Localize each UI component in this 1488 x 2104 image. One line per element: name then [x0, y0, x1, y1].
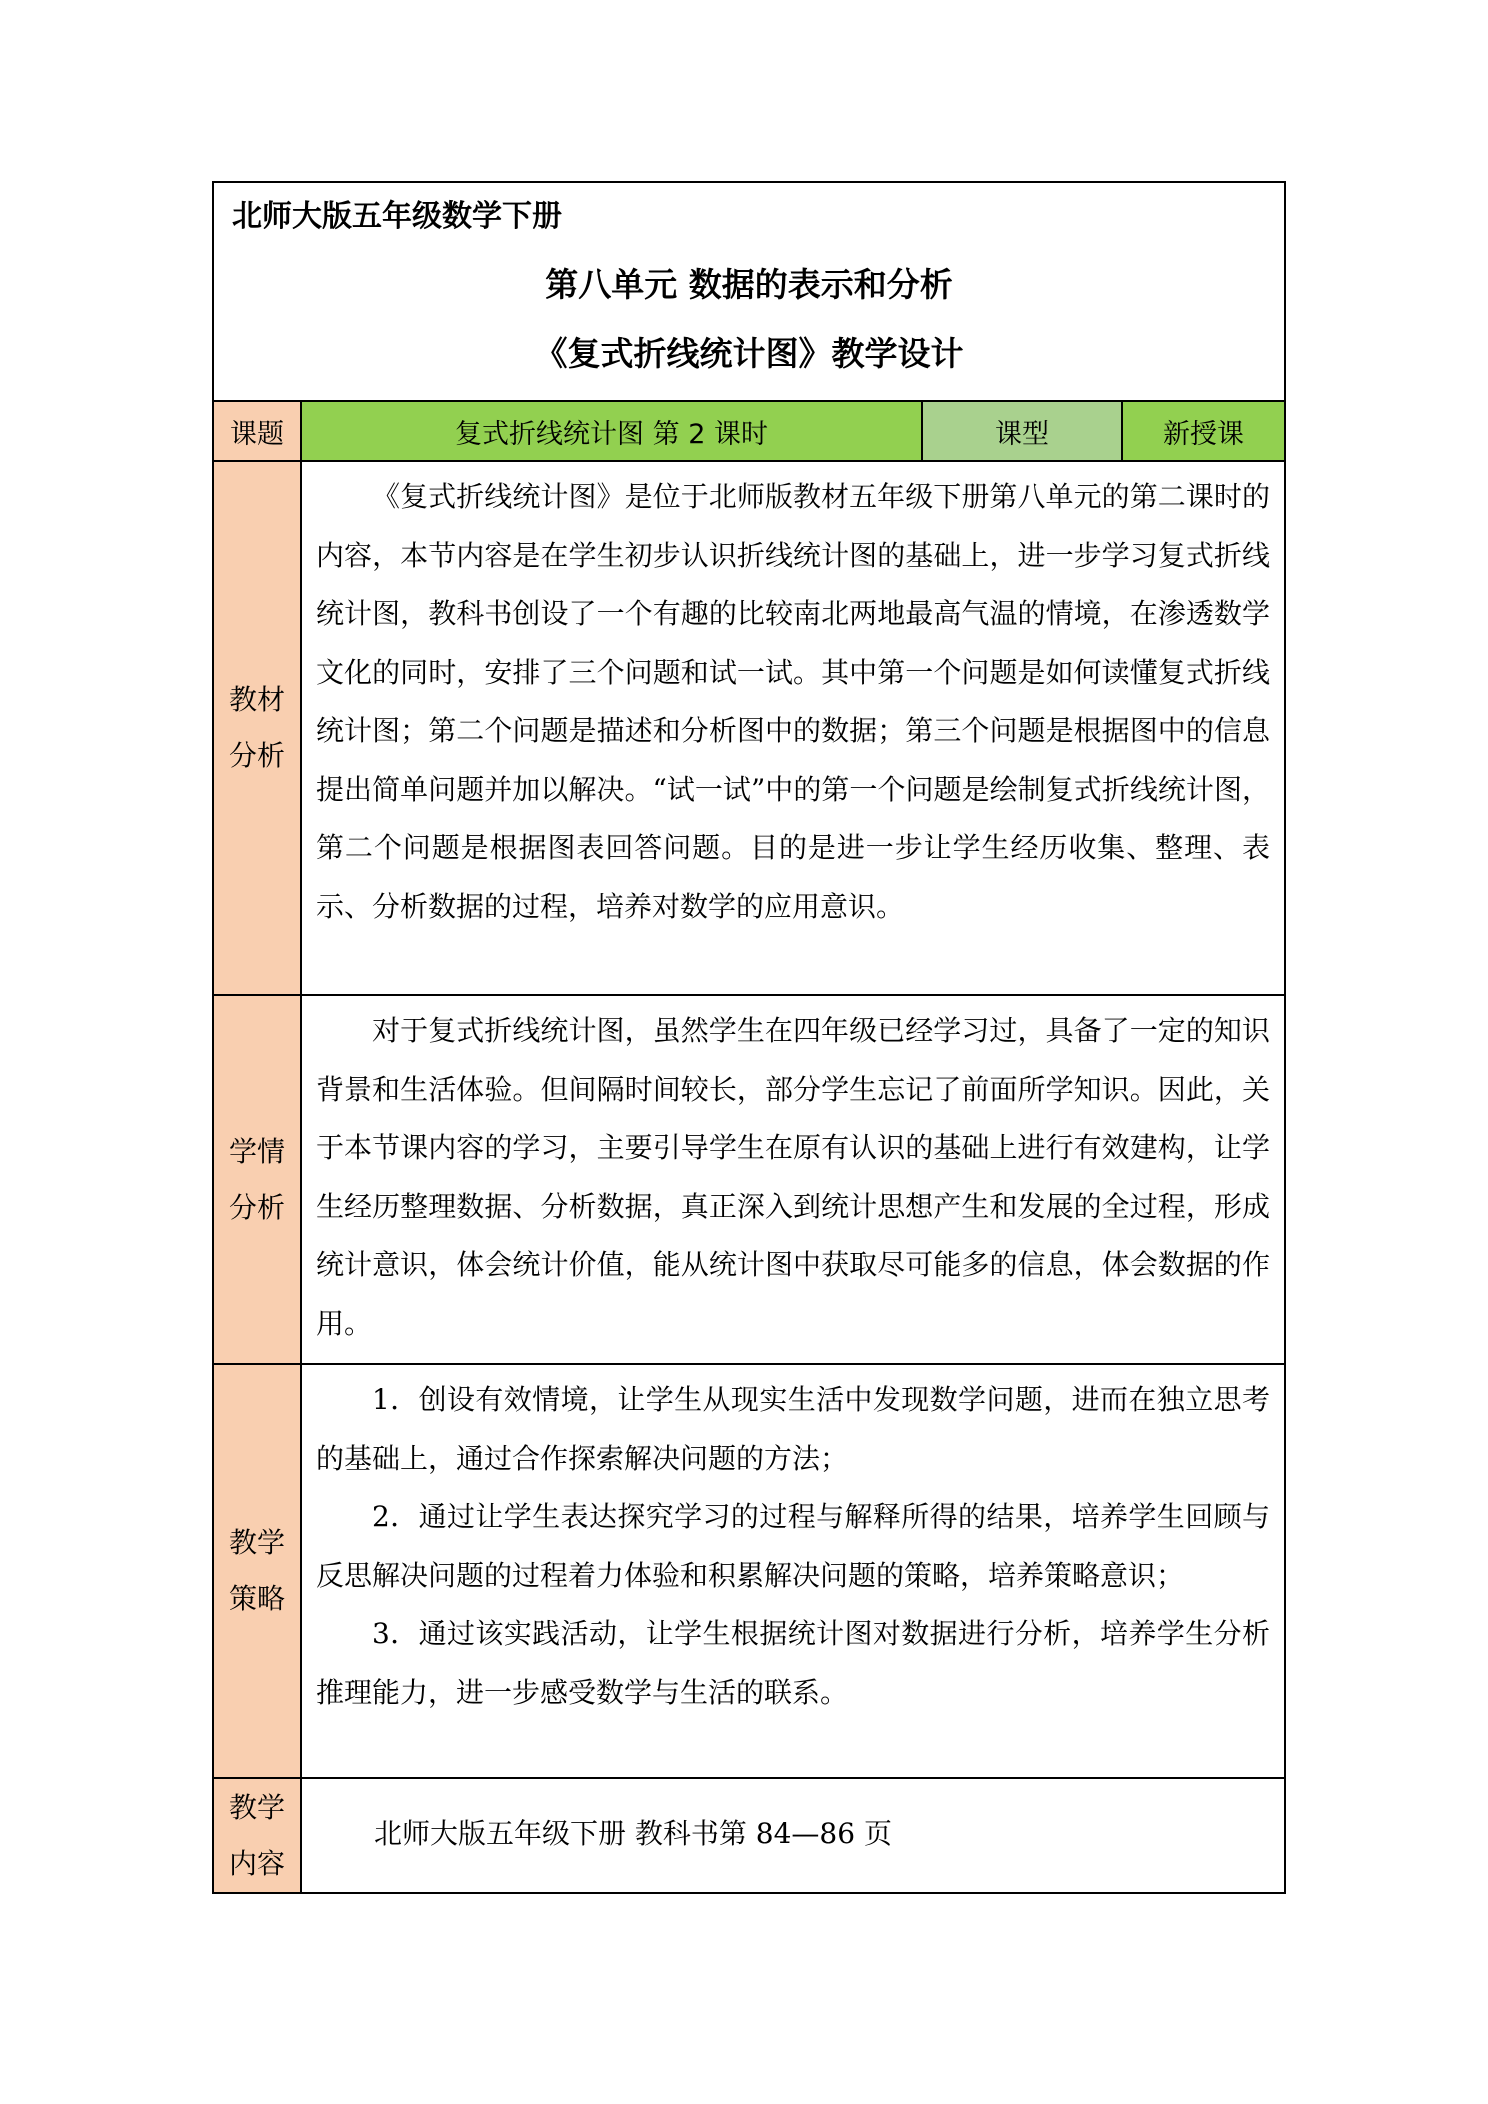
lesson-plan-table — [212, 181, 1286, 1894]
label-line-2: 分析 — [228, 739, 285, 772]
material-analysis-row — [213, 461, 1285, 995]
strategy-item: 2．通过让学生表达探究学习的过程与解释所得的结果，培养学生回顾与反思解决问题的过程着力体验和积累解决问题的策略，培养策略意识； — [316, 1500, 1270, 1592]
label-line-1: 学情 — [228, 1134, 285, 1168]
unit-title: 第八单元 数据的表示和分析 — [545, 265, 953, 304]
label-line-2: 策略 — [228, 1582, 285, 1615]
student-analysis-row — [213, 995, 1285, 1364]
label-line-2: 分析 — [228, 1190, 285, 1224]
design-title: 《复式折线统计图》教学设计 — [534, 334, 964, 373]
student-analysis-text: 对于复式折线统计图，虽然学生在四年级已经学习过，具备了一定的知识背景和生活体验。但间隔时间较长，部分学生忘记了前面所学知识。因此，关于本节课内容的学习，主要引导学生在原有认识的基础上进行有效建构，让学生经历整理数据、分析数据，真正深入到统计思想产生和发展的全过程，形成统计意识，体会统计价值，能从统计图中获取尽可能多的信息，体会数据的作用。 — [316, 1014, 1270, 1340]
teaching-content-content — [301, 1778, 1285, 1893]
material-analysis-label — [213, 461, 301, 995]
teaching-content-text: 北师大版五年级下册 教科书第 84—86 页 — [374, 1816, 892, 1850]
lesson-plan-document — [212, 181, 1284, 1894]
topic-value: 复式折线统计图 第 2 课时 — [301, 401, 922, 461]
strategy-item: 1．创设有效情境，让学生从现实生活中发现数学问题，进而在独立思考的基础上，通过合作探索解决问题的方法； — [316, 1383, 1270, 1475]
material-analysis-content — [301, 461, 1285, 995]
teaching-content-row — [213, 1778, 1285, 1893]
teaching-content-label — [213, 1778, 301, 1893]
material-analysis-text: 《复式折线统计图》是位于北师版教材五年级下册第八单元的第二课时的内容，本节内容是在学生初步认识折线统计图的基础上，进一步学习复式折线统计图，教科书创设了一个有趣的比较南北两地最高气温的情境，在渗透数学文化的同时，安排了三个问题和试一试。其中第一个问题是如何读懂复式折线统计图；第二个问题是描述和分析图中的数据；第三个问题是根据图中的信息提出简单问题并加以解决。“试一试”中的第一个问题是绘制复式折线统计图，第二个问题是根据图表回答问题。目的是进一步让学生经历收集、整理、表示、分析数据的过程，培养对数学的应用意识。 — [316, 480, 1270, 923]
teaching-strategy-row — [213, 1364, 1285, 1778]
lesson-type-value: 新授课 — [1122, 401, 1285, 461]
teaching-strategy-content — [301, 1364, 1285, 1778]
label-line-1: 教学 — [228, 1526, 285, 1559]
header-row — [213, 182, 1285, 401]
strategy-item: 3．通过该实践活动，让学生根据统计图对数据进行分析，培养学生分析推理能力，进一步感受数学与生活的联系。 — [316, 1617, 1270, 1709]
topic-label: 课题 — [213, 401, 301, 461]
lesson-type-label: 课型 — [922, 401, 1122, 461]
teaching-strategy-label — [213, 1364, 301, 1778]
topic-row — [213, 401, 1285, 461]
student-analysis-content — [301, 995, 1285, 1364]
label-line-1: 教学 — [228, 1790, 285, 1824]
document-title: 北师大版五年级数学下册 — [232, 199, 562, 234]
header-cell — [213, 182, 1285, 401]
label-line-1: 教材 — [228, 683, 285, 716]
student-analysis-label — [213, 995, 301, 1364]
label-line-2: 内容 — [228, 1846, 285, 1880]
